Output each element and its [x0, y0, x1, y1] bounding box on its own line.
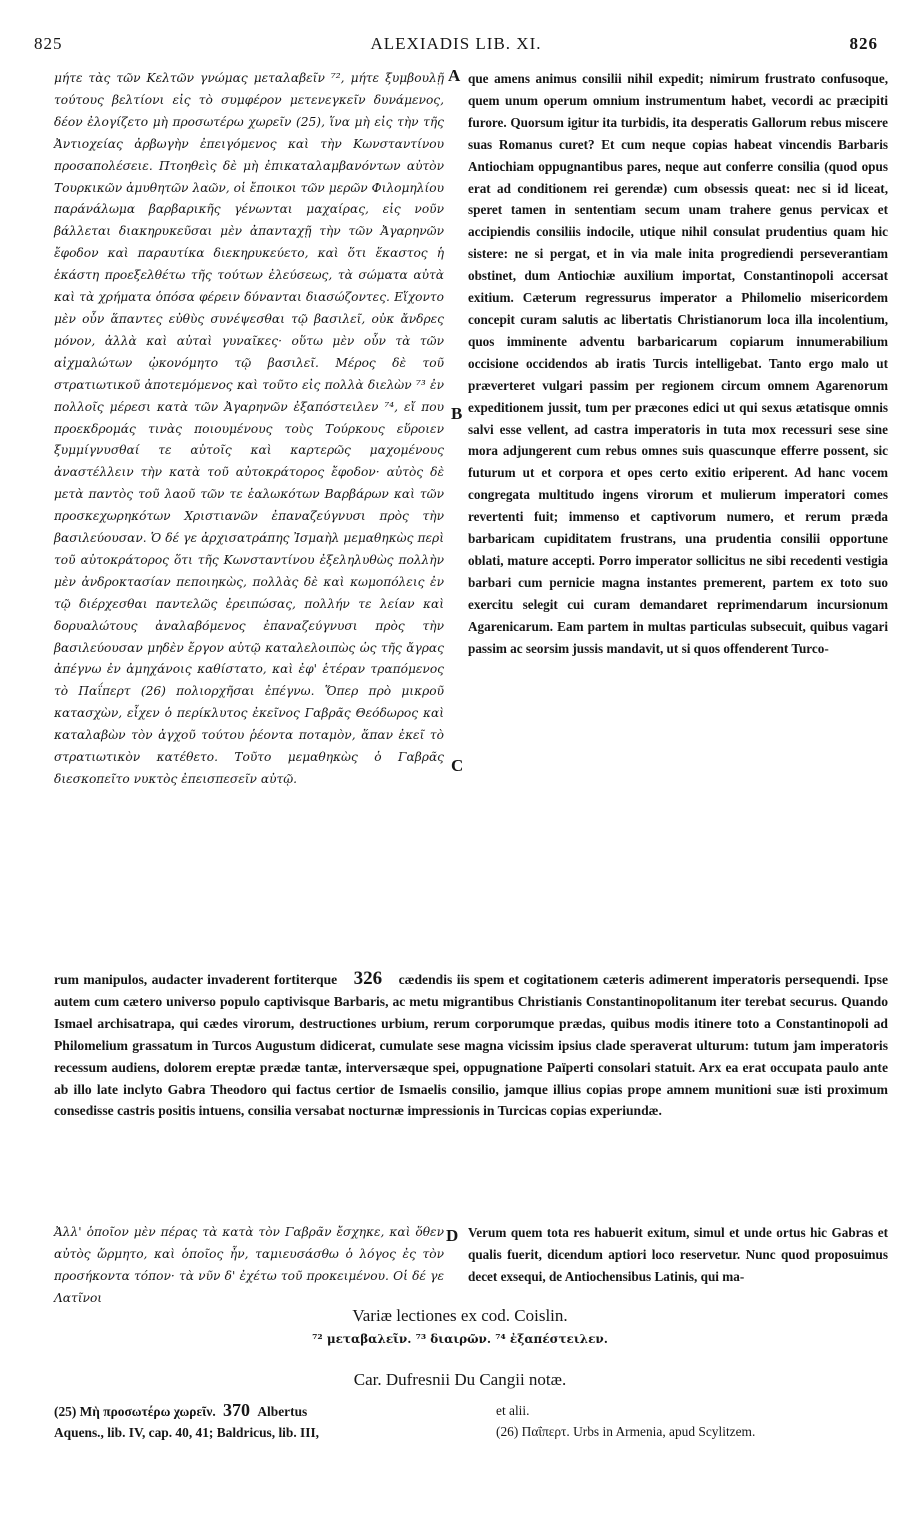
margin-mark-c: C: [451, 756, 464, 775]
full-width-latin-pre: rum manipulos, audacter invaderent fortiterque: [54, 972, 338, 987]
inline-page-mark: 326: [353, 968, 383, 989]
note-25-lemma: (25) Μὴ προσωτέρω χωρεῖν.: [54, 1404, 216, 1419]
running-header: [34, 30, 878, 56]
note-25-ref: Aquens., lib. IV, cap. 40, 41; Baldricus, lib. III,: [54, 1425, 320, 1440]
note-26: [496, 1400, 890, 1442]
latin-bottom: Verum quem tota res habuerit exitum, simul et unde ortus hic Gabras et qualis fuerit, dicendum aptiori loco reservetur. Nunc quod proposuimus decet exsequi, de Antiochensibus Latinis, qui ma-: [468, 1225, 888, 1284]
margin-mark-a: A: [448, 66, 461, 85]
note-25: [54, 1400, 454, 1443]
notes-title: Car. Dufresnii Du Cangii notæ.: [353, 1370, 567, 1389]
note-25-continued: et alii.: [496, 1403, 530, 1418]
variae-text: ⁷² μεταβαλεῖν. ⁷³ διαιρῶν. ⁷⁴ ἐξαπέστειλεν.: [312, 1332, 608, 1346]
note-page-mark: 370: [223, 1400, 251, 1420]
margin-mark-d: D: [446, 1226, 459, 1245]
left-page-number: 825: [34, 34, 63, 53]
latin-column: que amens animus consilii nihil expedit; nimirum frustrato confusoque, quem unum operum omnium instrumentum habet, vecordi ac præcipiti furore. Quorsum igitur ita turbidis, ita desperatis Gallorum rebus miscere suas Romanus curet? Et cum neque copias habeat vincendis Barbaris Antiochiam oppugnantibus pares, neque aut conferre consilia (quod opus erat ad conditionem rei gerendæ) cum obsessis queat: nec si id liceat, speret tamen in sententiam secum unam trahere genus pervicax et accipiendis consiliis indocile, utique nihil consulat prudentius quam hic sistere: ne si pergat, et in via male inita progrediendi perseverantiam obstinet, dum Antiochiæ auxilium importat, Constantinopoli accersat exitium. Cæterum regressurus imperator a Philomelio misericordem concepit curam salutis ac libertatis Christianorum loca illa incolentium, quos imminente adventu barbaricarum copiarum innumerabilium occisione occidendos ab iratis Turcis intelligebat. Tanto ergo malo ut præverteret vulgari passim per regionem circum omnem Agarenorum expeditionem jussit, tum per præcones edici ut qui sexus ætatisque omnis salvi esse vellent, ad castra imperatoris in tuta mox recessuri sese sine mora adjungerent cum rebus omnes suis quascunque efferre possent, sic futurum ut et corpora et opes certo exitio eriperent. Ad hanc vocem congregata multitudo ingens virorum et mulierum imperatori comes revertenti fuit; immenso et captivorum numero, et rerum præda barbaricam cupiditatem frustrans, una prudentia consilii opportune oblati, mature accepti. Porro imperator sollicitus ne sibi recedenti vestigia barbari cum pernicie magna instantes premerent, partem ex toto suo exercitu selegit cui curam demandaret reprimendarum incursionum Agarenicarum. Eam partem in multas particulas subsecuit, quibus vagari passim ac seorsim jussis mandavit, ut si quos offenderent Turco-: [468, 71, 888, 656]
margin-mark-b: B: [451, 404, 463, 423]
variae-title: Variæ lectiones ex cod. Coislin.: [352, 1306, 568, 1325]
greek-bottom: Ἀλλ' ὁποῖον μὲν πέρας τὰ κατὰ τὸν Γαβρᾶν ἔσχηκε, καὶ ὅθεν αὐτὸς ὥρμητο, καὶ ὁποῖος ἦν, ταμιευσάσθω ὁ λόγος ἐς τὸν προσήκοντα τόπον· τὰ νῦν δ' ἐχέτω τοῦ προκειμένου. Οἱ δέ γε Λατῖνοι: [54, 1225, 444, 1305]
full-width-latin-post: cædendis iis spem et cogitationem cæteris adimerent imperatoris persequendi. Ipse autem cum cætero universo populo captivisque Barbaris, ac metu migrantibus Christianis Constantinopolitanum iter terebat securus. Quando Ismael archisatrapa, qui cædes virorum, destructiones urbium, rerum corporumque prædas, quibus modis itinere toto a Constantinopoli ad Philomelium grassatum in Turcos Augustum didicerat, cumulate sese magna vicissim ipsius clade speraverat ulturum: tutum jam imperatoris recessum audiens, dolorem ereptæ prædæ tantæ, interversæque spei, oppugnatione Païperti consolari statuit. Arx ea erat occupata paulo ante ab illo late inclyto Gabra Theodoro qui factus certior de Ismaelis consilio, jamque illius copias prope amnem munitioni suæ isti proximum consedisse castris positis intuens, consilia versabat nocturnæ impressionis in Turcicas copias experiundæ.: [54, 972, 889, 1119]
note-25-author: Albertus: [257, 1404, 308, 1419]
greek-column: μήτε τὰς τῶν Κελτῶν γνώμας μεταλαβεῖν ⁷², μήτε ξυμβουλῇ τούτους βελτίονι εἰς τὸ συμφέρον μετενεγκεῖν δυνάμενος, δέον ἐλογίζετο μὴ προσωτέρω χωρεῖν (25), ἵνα μὴ εἰς τὴν τῆς Ἀντιοχείας ἀρβωγὴν ἐπειγόμενος καὶ τὴν Κωνσταντίνου προσαπολέσειε. Πτοηθεὶς δὲ μὴ ἐπικαταλαμβανόντων αὐτὸν Τουρκικῶν ἀμυθητῶν λαῶν, οἱ ἔποικοι τῶν μερῶν Φιλομηλίου παράνάλωμα βαρβαρικῆς γένωνται μαχαίρας, εἰς νοῦν βάλλεται διακηρυκεῦσαι μὲν ἀπανταχῇ τὴν τῶν Ἀγαρηνῶν ἔφοδον καὶ παραυτίκα διεκηρυκεύετο, καὶ ὅτι ἕκαστος ἡ ἑκάστη προεξελθέτω τῆς τούτων ἐλεύσεως, τὰ σώματα αὐτὰ καὶ τὰ χρήματα ὁπόσα φέρειν δύνανται διασώζοντες. Εἵχοντο μὲν οὖν ἅπαντες εὐθὺς συνέψεσθαι τῷ βασιλεῖ, οὐκ ἄνδρες μόνον, ἀλλὰ καὶ αὐταὶ γυναῖκες· οὕτω μὲν οὖν τὰ τῶν αἰχμαλώτων ᾠκονόμητο τῷ βασιλεῖ. Μέρος δὲ τοῦ στρατιωτικοῦ ἀποτεμόμενος καὶ τοῦτο εἰς πολλὰ διελὼν ⁷³ ἐν πολλοῖς μέρεσι κατὰ τῶν Ἀγαρηνῶν ἐξαπόστειλεν ⁷⁴, εἴ που προεκδρομάς τινὰς ποιουμένους τοὺς Τούρκους εὕροιεν ξυμμίγνυσθαί τε αὐτοῖς καὶ καρτερῶς μαχομένους ἀναστέλλειν τὴν κατὰ τοῦ αὐτοκράτορος ἔφοδον· αὐτὸς δὲ μετὰ παντὸς τοῦ λαοῦ τῶν τε ἑαλωκότων Βαρβάρων καὶ τῶν προσκεχωρηκότων Χριστιανῶν ἐπαναζεύγνυσι πρὸς τὴν βασιλεύουσαν. Ὁ δέ γε ἀρχισατράπης Ἰσμαὴλ μεμαθηκὼς περὶ τοῦ αὐτοκράτορος ὅτι τῆς Κωνσταντίνου ἐξεληλυθὼς πολλὴν μὲν ἀνδροκτασίαν πεποιηκὼς, πολλὰς δὲ καὶ κωμοπόλεις ἐν τῷ διέρχεσθαι παντελῶς ἐρειπώσας, πολλήν τε λείαν καὶ δορυαλώτους ἀναλαβόμενος ἐπαναζεύγνυσι πρὸς τὴν βασιλεύουσαν μηδὲν ἔργον αὐτῷ καταλελοιπὼς ὡς τῆς ἄγρας ἀπέγνω ἐν ἀμηχάνοις καθίστατο, καὶ ἐφ' ἑτέραν τραπόμενος τὸ Παΐπερτ (26) πολιορχῆσαι ἐπέγνω. Ὅπερ πρὸ μικροῦ κατασχὼν, εἶχεν ὁ περίκλυτος ἐκεῖνος Γαβρᾶς Θεόδωρος καὶ καταλαβὼν τὸν ἀγχοῦ τούτου ῥέοντα ποταμὸν, ἅπαν ἐκεῖ τὸ στρατιωτικὸν κατέθετο. Τοῦτο μεμαθηκὼς ὁ Γαβρᾶς διεσκοπεῖτο νυκτὸς ἐπεισπεσεῖν αὐτῷ.: [54, 71, 444, 786]
note-26-text: (26) Παΐπερτ. Urbs in Armenia, apud Scylitzem.: [496, 1424, 756, 1439]
running-title: ALEXIADIS LIB. XI.: [370, 34, 542, 53]
right-page-number: 826: [849, 34, 878, 53]
full-width-latin: [54, 968, 888, 1210]
